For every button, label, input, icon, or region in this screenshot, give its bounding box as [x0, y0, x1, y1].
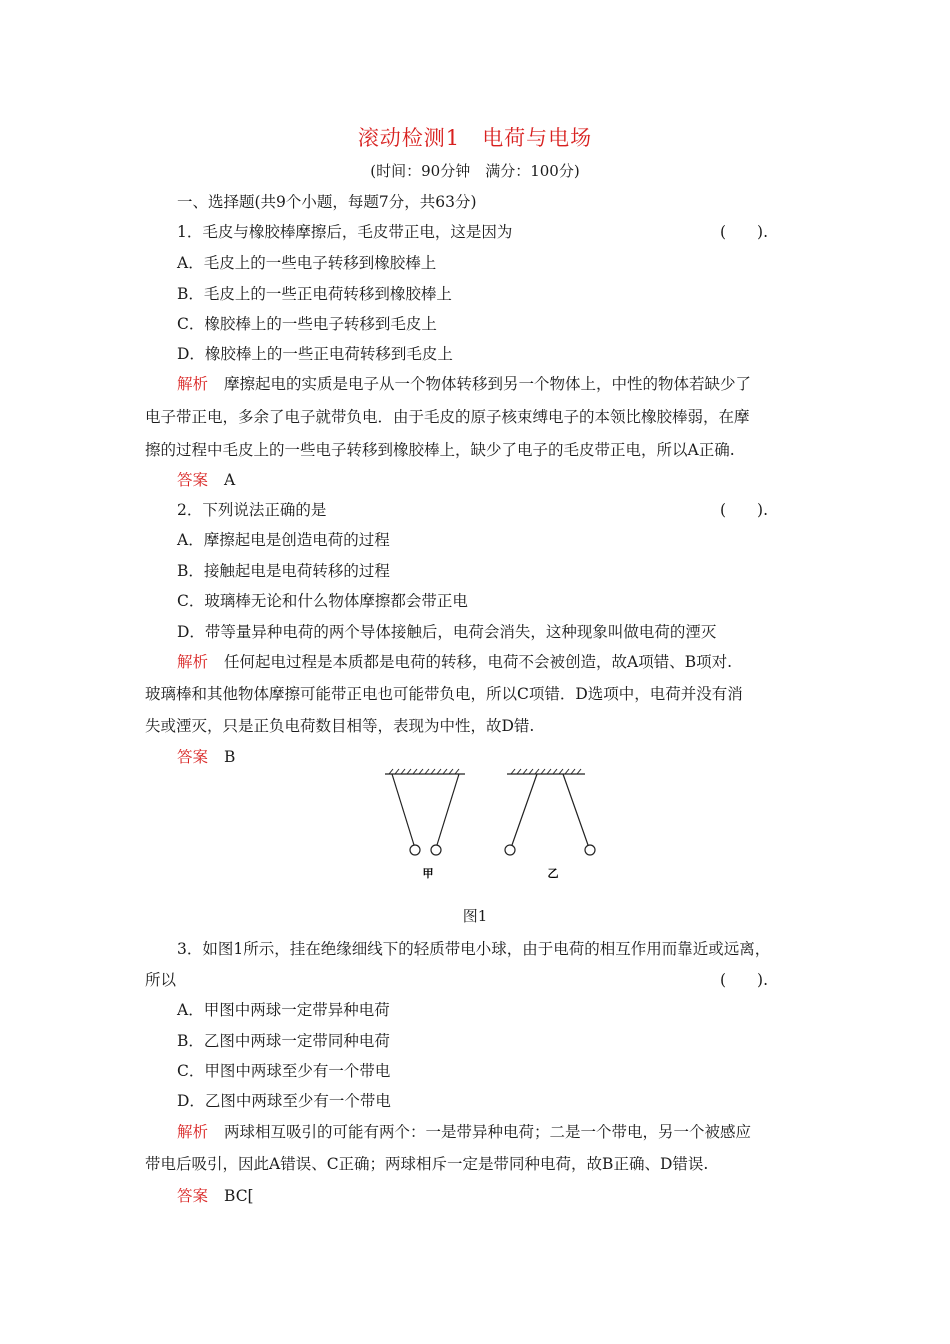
q1-analysis-line3: 擦的过程中毛皮上的一些电子转移到橡胶棒上，缺少了电子的毛皮带正电，所以A正确. [145, 441, 735, 459]
title-part2: 电荷与电场 [482, 126, 593, 150]
q3-analysis-text1: 两球相互吸引的可能有两个：一是带异种电荷；二是一个带电，另一个被感应 [224, 1123, 752, 1141]
q2-answer [177, 745, 235, 767]
q2-analysis-line2: 玻璃棒和其他物体摩擦可能带正电也可能带负电，所以C项错．D选项中，电荷并没有消 [145, 685, 743, 703]
q2-option-a: A．摩擦起电是创造电荷的过程 [177, 531, 390, 549]
figure-label-left: 甲 [422, 867, 434, 880]
q1-answer-value: A [224, 471, 236, 489]
ball-right-1 [505, 845, 515, 855]
q1-answer-blank: ( ). [720, 223, 769, 241]
q1-analysis-line2: 电子带正电，多余了电子就带负电．由于毛皮的原子核束缚电子的本领比橡胶棒弱，在摩 [145, 408, 750, 426]
figure-1-pendulums [380, 765, 640, 895]
section-heading: 一、选择题(共9个小题，每题7分，共63分) [177, 193, 477, 211]
q2-option-b: B．接触起电是电荷转移的过程 [177, 562, 390, 580]
page-title [0, 122, 950, 152]
answer-label: 答案 [177, 471, 209, 489]
q2-analysis-text1: 任何起电过程是本质都是电荷的转移，电荷不会被创造，故A项错、B项对. [224, 653, 733, 671]
figure-caption: 图1 [462, 907, 488, 925]
q2-option-d: D．带等量异种电荷的两个导体接触后，电荷会消失，这种现象叫做电荷的湮灭 [177, 623, 717, 641]
q2-answer-value: B [224, 748, 236, 766]
q1-stem: 1．毛皮与橡胶棒摩擦后，毛皮带正电，这是因为 [177, 223, 513, 241]
analysis-label: 解析 [177, 653, 209, 671]
q3-answer-value: BC[ [224, 1187, 254, 1205]
ceiling-left-hatch [389, 769, 459, 774]
ball-left-1 [410, 845, 420, 855]
analysis-label: 解析 [177, 1123, 209, 1141]
q1-analysis-text1: 摩擦起电的实质是电子从一个物体转移到另一个物体上，中性的物体若缺少了 [224, 375, 752, 393]
answer-label: 答案 [177, 748, 209, 766]
q2-option-c: C．玻璃棒无论和什么物体摩擦都会带正电 [177, 592, 468, 610]
thread-left-2 [437, 774, 459, 845]
q3-answer [177, 1184, 254, 1206]
answer-label: 答案 [177, 1187, 209, 1205]
q3-option-c: C．甲图中两球至少有一个带电 [177, 1062, 391, 1080]
title-part1: 滚动检测1 [357, 126, 461, 150]
q1-analysis-line1 [177, 372, 751, 394]
q3-stem-line2: 所以 [145, 971, 177, 989]
ball-left-2 [431, 845, 441, 855]
q1-answer [177, 468, 235, 490]
q3-analysis-line2: 带电后吸引，因此A错误、C正确；两球相斥一定是带同种电荷，故B正确、D错误. [145, 1155, 709, 1173]
q3-answer-blank: ( ). [720, 971, 769, 989]
thread-right-2 [563, 774, 588, 845]
figure-label-right: 乙 [547, 867, 559, 880]
q3-option-b: B．乙图中两球一定带同种电荷 [177, 1032, 390, 1050]
thread-left-1 [392, 774, 414, 845]
q2-analysis-line3: 失或湮灭，只是正负电荷数目相等，表现为中性，故D错. [145, 717, 535, 735]
ceiling-right-hatch [511, 769, 581, 774]
thread-right-1 [512, 774, 537, 845]
q1-option-c: C．橡胶棒上的一些电子转移到毛皮上 [177, 315, 437, 333]
q2-stem: 2．下列说法正确的是 [177, 501, 327, 519]
q2-answer-blank: ( ). [720, 501, 769, 519]
analysis-label: 解析 [177, 375, 209, 393]
q1-option-d: D．橡胶棒上的一些正电荷转移到毛皮上 [177, 345, 453, 363]
q2-analysis-line1 [177, 650, 732, 672]
q3-option-a: A．甲图中两球一定带异种电荷 [177, 1001, 390, 1019]
q3-option-d: D．乙图中两球至少有一个带电 [177, 1092, 391, 1110]
q3-stem-line1: 3．如图1所示，挂在绝缘细线下的轻质带电小球，由于电荷的相互作用而靠近或远离， [177, 940, 771, 958]
q1-option-a: A．毛皮上的一些电子转移到橡胶棒上 [177, 254, 437, 272]
q1-option-b: B．毛皮上的一些正电荷转移到橡胶棒上 [177, 285, 452, 303]
page-subtitle: (时间：90分钟 满分：100分) [370, 162, 580, 180]
q3-analysis-line1 [177, 1120, 751, 1142]
ball-right-2 [585, 845, 595, 855]
